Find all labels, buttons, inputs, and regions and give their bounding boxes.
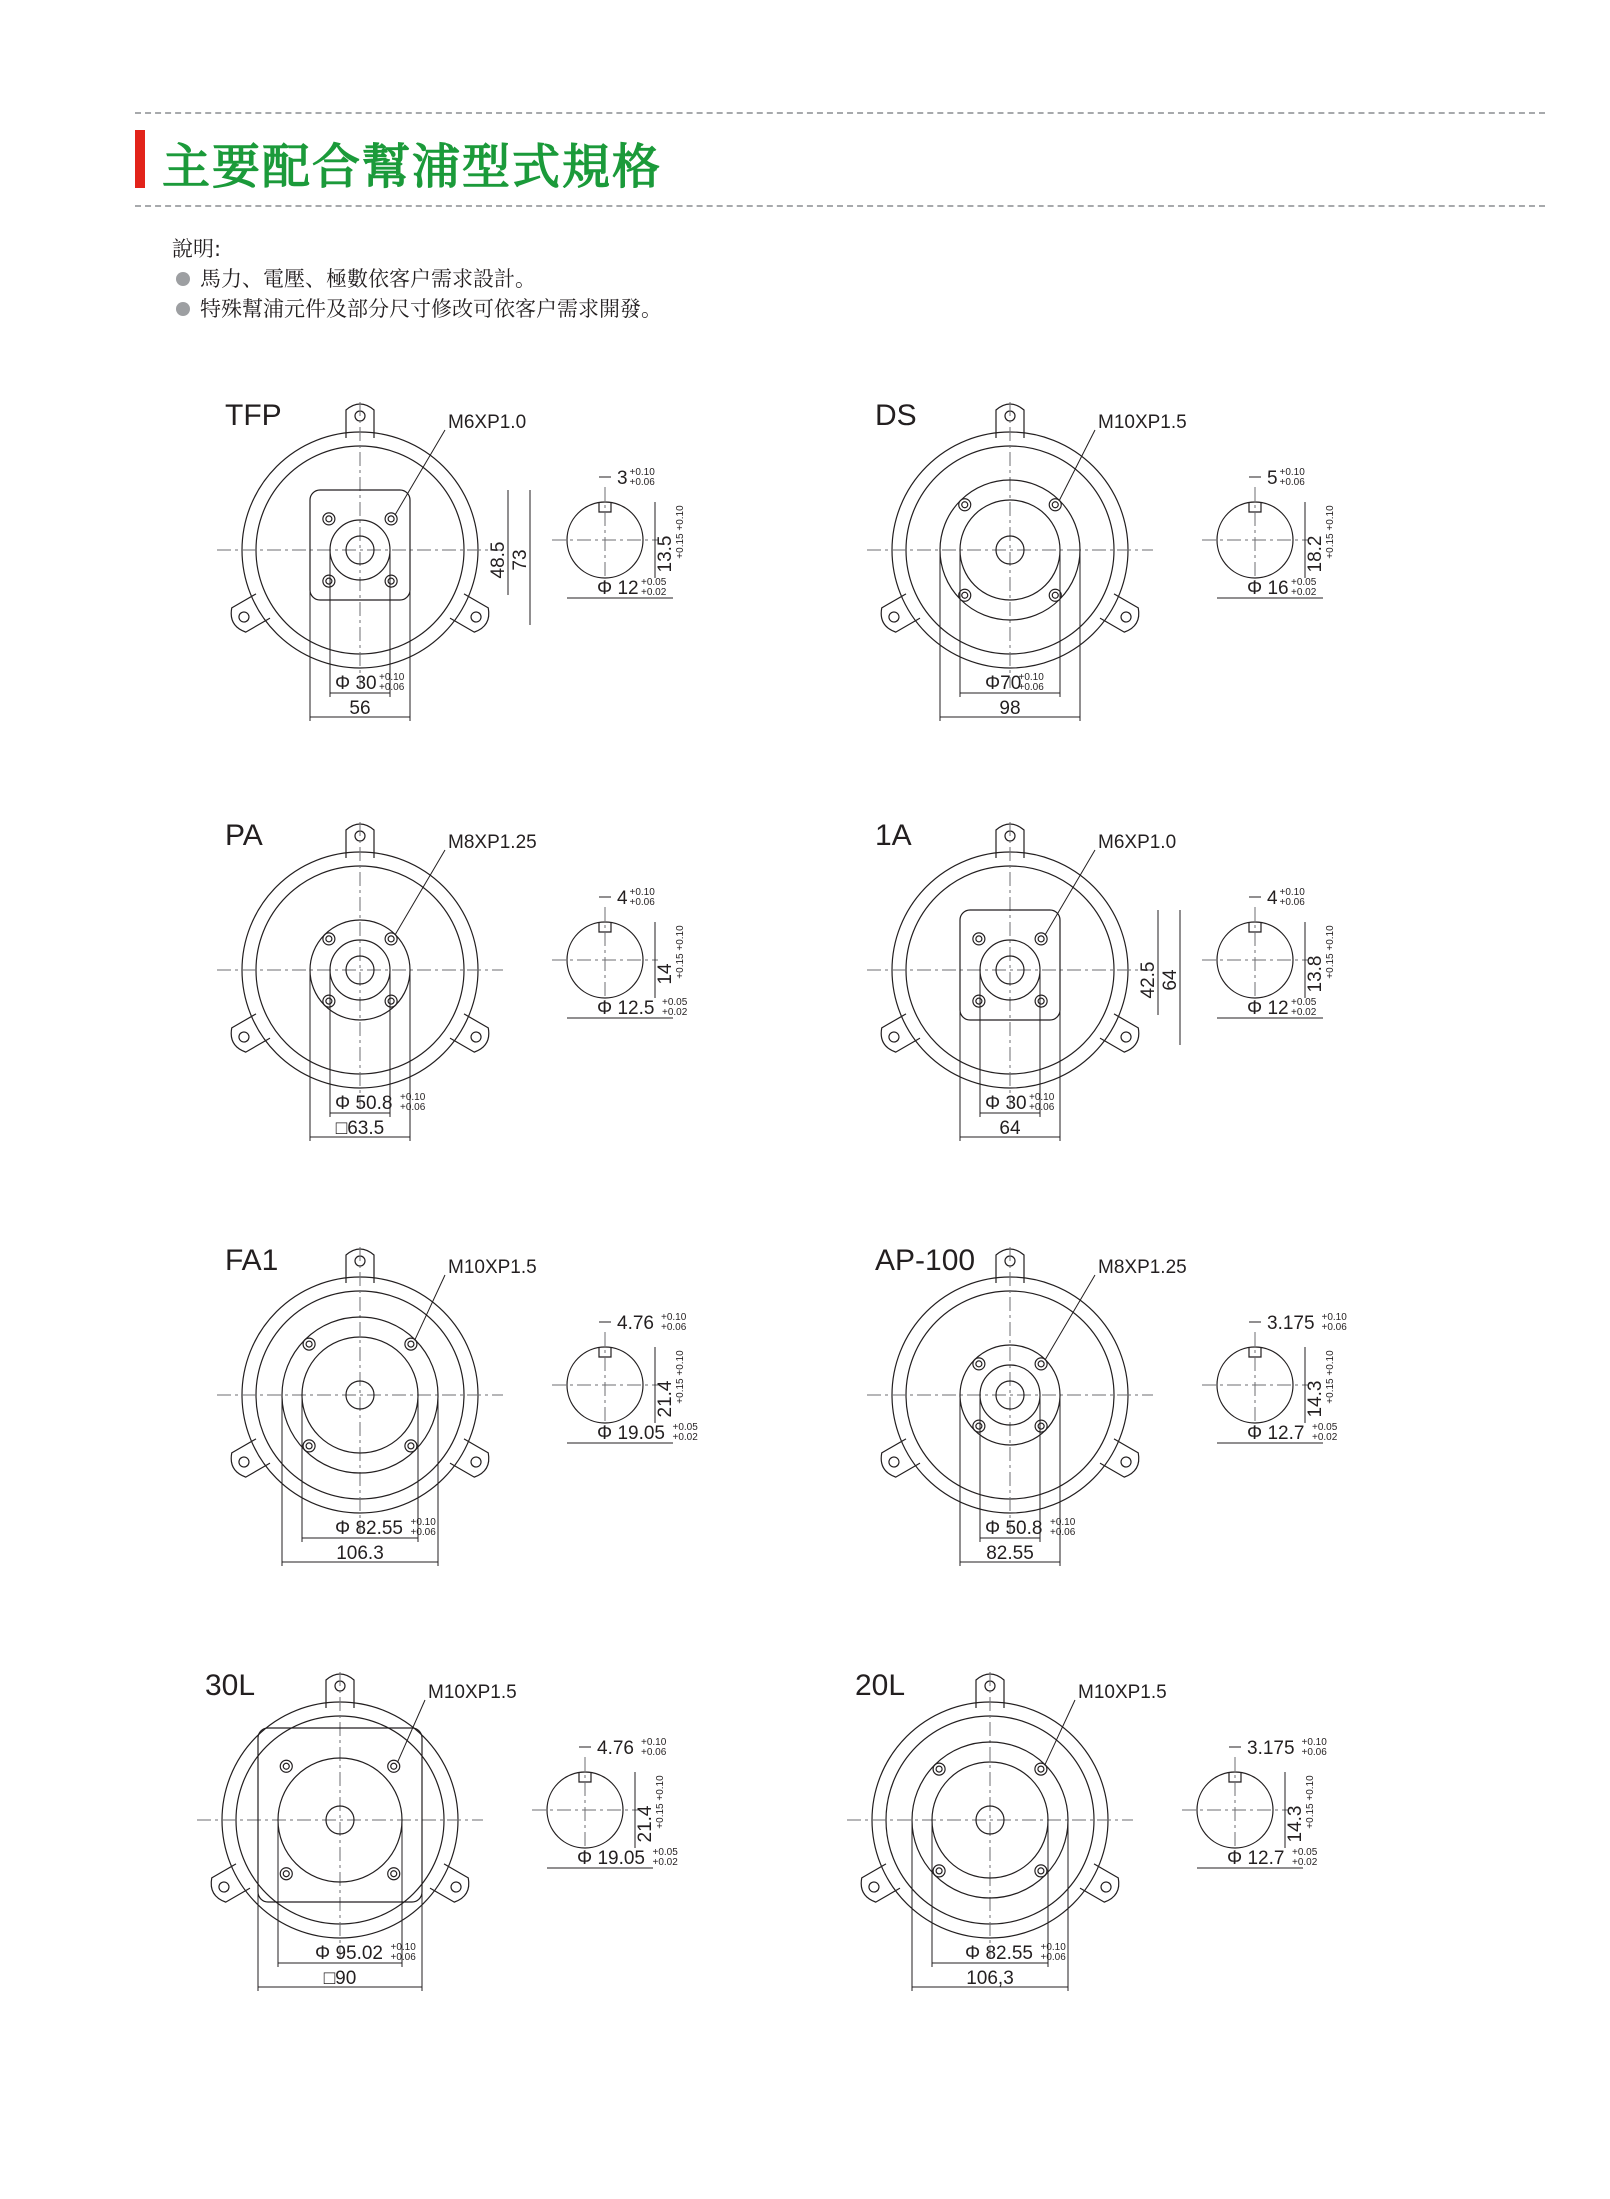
bolt-hole	[385, 575, 397, 587]
pilot-diameter-tol-upper: +0.10	[1040, 1942, 1066, 1953]
mounting-lug	[450, 1439, 493, 1480]
thread-spec: M10XP1.5	[448, 1257, 537, 1278]
bolt-hole-inner	[326, 578, 332, 584]
pilot-diameter-tol-upper: +0.10	[1018, 672, 1044, 683]
thread-spec: M6XP1.0	[1098, 832, 1177, 853]
key-height-tol: +0.15 +0.10	[675, 505, 686, 559]
mounting-lug	[227, 1014, 270, 1055]
mounting-lug	[1100, 1014, 1143, 1055]
flange-size: 82.55	[986, 1543, 1034, 1564]
lug-hole	[217, 1880, 231, 1894]
key-height-value: 13.8	[1305, 955, 1326, 993]
flange-size: 106,3	[966, 1968, 1014, 1989]
key-width-tol-upper: +0.10	[1321, 1312, 1347, 1323]
pilot-diameter-tol-upper: +0.10	[390, 1942, 416, 1953]
pilot-diameter-value: Φ70	[985, 673, 1022, 694]
drawing-l30	[190, 1660, 750, 2060]
key-width-tol-upper: +0.10	[1301, 1737, 1327, 1748]
drawing-label: PA	[225, 819, 263, 852]
bolt-hole	[973, 933, 985, 945]
bolt-hole-inner	[306, 1341, 312, 1347]
shaft-diameter-tol-upper: +0.05	[1312, 1422, 1338, 1433]
pilot-diameter-tol-upper: +0.10	[400, 1092, 426, 1103]
thread-leader	[397, 1700, 425, 1763]
shaft-diameter	[1247, 1422, 1338, 1444]
key-height-value: 13.5	[655, 535, 676, 573]
drawing-ds	[860, 390, 1420, 790]
lug-hole	[1119, 1455, 1133, 1469]
mounting-lug	[450, 1014, 493, 1055]
key-width	[617, 887, 655, 909]
key-width-tol-lower: +0.06	[1279, 897, 1305, 908]
pilot-diameter-tol-lower: +0.06	[1029, 1102, 1055, 1113]
key-width-value: 3	[617, 468, 628, 489]
mounting-lug	[227, 594, 270, 635]
bolt-hole	[303, 1440, 315, 1452]
pilot-diameter-tol-lower: +0.06	[390, 1952, 416, 1963]
bolt-hole	[1049, 589, 1061, 601]
thread-leader	[1045, 850, 1095, 935]
height-b-value: 73	[510, 549, 531, 571]
bolt-hole-inner	[326, 936, 332, 942]
key-width-value: 3.175	[1267, 1313, 1315, 1334]
bolt-hole-inner	[391, 1763, 397, 1769]
height-b-value: 64	[1160, 969, 1181, 991]
bolt-hole-inner	[283, 1871, 289, 1877]
mounting-lug	[450, 594, 493, 635]
flange-size: □63.5	[335, 1118, 385, 1139]
drawing-label: 1A	[875, 819, 912, 852]
key-width-tol-lower: +0.06	[629, 477, 655, 488]
pilot-diameter-tol-lower: +0.06	[410, 1527, 436, 1538]
pilot-diameter	[335, 1517, 436, 1539]
bolt-hole-inner	[388, 936, 394, 942]
pilot-diameter	[335, 672, 405, 694]
shaft-diameter-value: Φ 12.7	[1247, 1423, 1305, 1444]
key-width-tol-upper: +0.10	[1279, 467, 1305, 478]
notes-block	[172, 234, 662, 324]
top-dashed-rule	[135, 112, 1545, 114]
pilot-diameter-value: Φ 82.55	[335, 1518, 403, 1539]
thread-leader	[395, 850, 445, 935]
thread-leader	[1045, 1275, 1095, 1360]
lug-hole	[469, 1030, 483, 1044]
note-item	[172, 264, 662, 294]
note-text: 特殊幫浦元件及部分尺寸修改可依客户需求開發。	[200, 297, 662, 321]
bolt-hole-inner	[962, 502, 968, 508]
thread-leader	[395, 430, 445, 515]
mounting-lug	[1100, 1439, 1143, 1480]
key-width	[617, 467, 655, 489]
key-width-tol-lower: +0.06	[661, 1322, 687, 1333]
mounting-lug	[857, 1864, 900, 1905]
shaft-diameter-value: Φ 12	[597, 578, 639, 599]
key-height-tol: +0.15 +0.10	[675, 1350, 686, 1404]
key-width-value: 5	[1267, 468, 1278, 489]
thread-leader	[1059, 430, 1095, 501]
thread-spec: M8XP1.25	[1098, 1257, 1187, 1278]
shaft-diameter	[1227, 1847, 1318, 1869]
bolt-hole-inner	[1052, 592, 1058, 598]
key-height-value: 18.2	[1305, 535, 1326, 573]
bolt-hole	[973, 1420, 985, 1432]
lug-hole	[237, 610, 251, 624]
pilot-diameter	[985, 1092, 1055, 1114]
key-width-tol-upper: +0.10	[629, 467, 655, 478]
shaft-diameter-tol-lower: +0.02	[662, 1007, 688, 1018]
key-height-tol: +0.15 +0.10	[1305, 1775, 1316, 1829]
pilot-diameter-tol-lower: +0.06	[400, 1102, 426, 1113]
drawing-label: FA1	[225, 1244, 279, 1277]
bolt-hole-inner	[1038, 936, 1044, 942]
bolt-hole	[405, 1440, 417, 1452]
key-height-tol: +0.15 +0.10	[1325, 505, 1336, 559]
key-height-tol: +0.15 +0.10	[1325, 925, 1336, 979]
shaft-diameter-value: Φ 16	[1247, 578, 1289, 599]
bolt-hole	[959, 499, 971, 511]
bolt-hole-inner	[1038, 1868, 1044, 1874]
shaft-diameter	[597, 997, 688, 1019]
key-width-tol-lower: +0.06	[1301, 1747, 1327, 1758]
lug-hole	[887, 1030, 901, 1044]
pilot-diameter-tol-upper: +0.10	[379, 672, 405, 683]
key-width	[1267, 887, 1305, 909]
shaft-diameter-tol-upper: +0.05	[641, 577, 667, 588]
shaft-diameter	[597, 1422, 698, 1444]
bolt-hole-inner	[936, 1868, 942, 1874]
bolt-hole	[385, 995, 397, 1007]
lug-hole	[237, 1030, 251, 1044]
shaft-diameter-tol-upper: +0.05	[662, 997, 688, 1008]
bolt-hole-inner	[1038, 998, 1044, 1004]
lug-hole	[1099, 1880, 1113, 1894]
mounting-lug	[1080, 1864, 1123, 1905]
key-height-tol: +0.15 +0.10	[675, 925, 686, 979]
mounting-lug	[1100, 594, 1143, 635]
key-width-value: 4.76	[597, 1738, 634, 1759]
pilot-diameter	[315, 1942, 416, 1964]
bolt-hole-inner	[388, 578, 394, 584]
shaft-diameter-tol-lower: +0.02	[1312, 1432, 1338, 1443]
bolt-hole-inner	[976, 998, 982, 1004]
mounting-lug	[227, 1439, 270, 1480]
drawing-fa1	[210, 1235, 770, 1635]
key-height-value: 21.4	[655, 1380, 676, 1418]
key-width	[1267, 1312, 1347, 1334]
bolt-hole	[280, 1760, 292, 1772]
bolt-hole-inner	[1038, 1766, 1044, 1772]
bolt-hole	[1035, 995, 1047, 1007]
bolt-hole-inner	[408, 1443, 414, 1449]
bolt-hole-inner	[388, 516, 394, 522]
shaft-diameter-tol-lower: +0.02	[641, 587, 667, 598]
page-title: 主要配合幫浦型式規格	[162, 139, 663, 195]
shaft-diameter-value: Φ 19.05	[597, 1423, 665, 1444]
bullet-icon	[176, 272, 190, 286]
key-width-tol-upper: +0.10	[661, 1312, 687, 1323]
key-width-tol-upper: +0.10	[629, 887, 655, 898]
key-width-value: 4	[1267, 888, 1278, 909]
pilot-diameter-value: Φ 50.8	[335, 1093, 393, 1114]
shaft-diameter-tol-lower: +0.02	[672, 1432, 698, 1443]
bolt-hole-inner	[326, 516, 332, 522]
bolt-hole	[280, 1868, 292, 1880]
shaft-diameter	[1247, 997, 1317, 1019]
pilot-diameter-value: Φ 30	[335, 673, 377, 694]
bolt-hole	[1035, 1865, 1047, 1877]
key-width	[1247, 1737, 1327, 1759]
key-height-value: 14.3	[1305, 1380, 1326, 1418]
pilot-diameter	[965, 1942, 1066, 1964]
bolt-hole	[933, 1763, 945, 1775]
flange-size: □90	[323, 1968, 357, 1989]
thread-spec: M10XP1.5	[428, 1682, 517, 1703]
notes-heading: 說明:	[172, 237, 222, 261]
key-width	[617, 1312, 687, 1334]
shaft-diameter-tol-lower: +0.02	[1292, 1857, 1318, 1868]
key-width	[1267, 467, 1305, 489]
mounting-lug	[207, 1864, 250, 1905]
drawing-ap100	[860, 1235, 1420, 1635]
bolt-hole-inner	[306, 1443, 312, 1449]
mounting-lug	[430, 1864, 473, 1905]
lug-hole	[1119, 1030, 1133, 1044]
bolt-hole-inner	[1038, 1423, 1044, 1429]
drawing-label: TFP	[225, 399, 282, 432]
pilot-diameter-tol-upper: +0.10	[1050, 1517, 1076, 1528]
bolt-hole-inner	[408, 1341, 414, 1347]
bottom-dashed-rule	[135, 205, 1545, 207]
drawing-label: DS	[875, 399, 917, 432]
pilot-diameter	[335, 1092, 426, 1114]
key-height-value: 14.3	[1285, 1805, 1306, 1843]
shaft-diameter-value: Φ 19.05	[577, 1848, 645, 1869]
bolt-hole-inner	[962, 592, 968, 598]
lug-hole	[449, 1880, 463, 1894]
key-height-value: 21.4	[635, 1805, 656, 1843]
key-height-tol: +0.15 +0.10	[655, 1775, 666, 1829]
pilot-diameter-tol-lower: +0.06	[1040, 1952, 1066, 1963]
shaft-diameter-tol-upper: +0.05	[652, 1847, 678, 1858]
drawing-a1	[860, 810, 1420, 1210]
pilot-diameter	[985, 672, 1044, 694]
bolt-hole	[323, 995, 335, 1007]
bolt-hole-inner	[391, 1871, 397, 1877]
bolt-hole-inner	[976, 1361, 982, 1367]
bolt-hole	[303, 1338, 315, 1350]
drawing-label: 30L	[205, 1669, 256, 1702]
thread-spec: M6XP1.0	[448, 412, 527, 433]
bolt-hole	[323, 513, 335, 525]
bolt-hole-inner	[388, 998, 394, 1004]
pilot-diameter-tol-lower: +0.06	[379, 682, 405, 693]
shaft-diameter-tol-lower: +0.02	[1291, 587, 1317, 598]
note-item	[172, 294, 662, 324]
thread-leader	[415, 1275, 445, 1340]
shaft-diameter-value: Φ 12.5	[597, 998, 655, 1019]
bolt-hole-inner	[1038, 1361, 1044, 1367]
note-text: 馬力、電壓、極數依客户需求設計。	[200, 267, 536, 291]
thread-spec: M10XP1.5	[1078, 1682, 1167, 1703]
lug-hole	[887, 610, 901, 624]
bolt-hole	[973, 1358, 985, 1370]
key-width-tol-upper: +0.10	[641, 1737, 667, 1748]
key-width-value: 3.175	[1247, 1738, 1295, 1759]
pilot-diameter-value: Φ 82.55	[965, 1943, 1033, 1964]
bolt-hole	[388, 1868, 400, 1880]
pilot-diameter-tol-upper: +0.10	[1029, 1092, 1055, 1103]
bolt-hole-inner	[283, 1763, 289, 1769]
shaft-diameter-tol-upper: +0.05	[1291, 577, 1317, 588]
drawing-l20	[840, 1660, 1400, 2060]
shaft-diameter-tol-lower: +0.02	[652, 1857, 678, 1868]
flange-size: 56	[349, 698, 371, 719]
shaft-diameter-tol-upper: +0.05	[672, 1422, 698, 1433]
pilot-diameter-tol-lower: +0.06	[1018, 682, 1044, 693]
mounting-lug	[877, 1439, 920, 1480]
key-width-value: 4	[617, 888, 628, 909]
bolt-hole	[323, 933, 335, 945]
pilot-diameter-value: Φ 30	[985, 1093, 1027, 1114]
lug-hole	[867, 1880, 881, 1894]
key-width	[597, 1737, 667, 1759]
title-accent-bar	[135, 130, 145, 188]
lug-hole	[887, 1455, 901, 1469]
lug-hole	[1119, 610, 1133, 624]
drawing-tfp	[210, 390, 770, 790]
height-a-value: 42.5	[1138, 961, 1159, 999]
flange-size: 106.3	[336, 1543, 384, 1564]
bolt-hole	[973, 995, 985, 1007]
thread-leader	[1045, 1700, 1075, 1765]
drawing-label: AP-100	[875, 1244, 976, 1277]
pilot-diameter-tol-upper: +0.10	[410, 1517, 436, 1528]
pilot-diameter-value: Φ 50.8	[985, 1518, 1043, 1539]
thread-spec: M8XP1.25	[448, 832, 537, 853]
key-width-tol-lower: +0.06	[629, 897, 655, 908]
shaft-diameter-tol-upper: +0.05	[1292, 1847, 1318, 1858]
shaft-diameter-tol-lower: +0.02	[1291, 1007, 1317, 1018]
drawing-pa	[210, 810, 770, 1210]
bolt-hole-inner	[936, 1766, 942, 1772]
pilot-diameter-tol-lower: +0.06	[1050, 1527, 1076, 1538]
bolt-hole-inner	[976, 1423, 982, 1429]
flange-size: 64	[999, 1118, 1021, 1139]
flange-size: 98	[999, 698, 1021, 719]
key-width-value: 4.76	[617, 1313, 654, 1334]
bolt-hole-inner	[976, 936, 982, 942]
bolt-hole	[323, 575, 335, 587]
key-width-tol-upper: +0.10	[1279, 887, 1305, 898]
lug-hole	[469, 1455, 483, 1469]
mounting-lug	[877, 1014, 920, 1055]
thread-spec: M10XP1.5	[1098, 412, 1187, 433]
bolt-hole-inner	[1052, 502, 1058, 508]
key-width-tol-lower: +0.06	[641, 1747, 667, 1758]
mounting-lug	[877, 594, 920, 635]
shaft-diameter-value: Φ 12.7	[1227, 1848, 1285, 1869]
lug-hole	[469, 610, 483, 624]
key-height-tol: +0.15 +0.10	[1325, 1350, 1336, 1404]
shaft-diameter	[597, 577, 667, 599]
height-a-value: 48.5	[488, 541, 509, 579]
shaft-diameter	[1247, 577, 1317, 599]
bolt-hole	[1035, 1420, 1047, 1432]
bolt-hole-inner	[326, 998, 332, 1004]
bolt-hole	[933, 1865, 945, 1877]
shaft-diameter-tol-upper: +0.05	[1291, 997, 1317, 1008]
lug-hole	[237, 1455, 251, 1469]
shaft-diameter	[577, 1847, 678, 1869]
bullet-icon	[176, 302, 190, 316]
pilot-diameter-value: Φ 95.02	[315, 1943, 383, 1964]
pilot-diameter	[985, 1517, 1076, 1539]
drawing-label: 20L	[855, 1669, 906, 1702]
bolt-hole	[959, 589, 971, 601]
shaft-diameter-value: Φ 12	[1247, 998, 1289, 1019]
key-width-tol-lower: +0.06	[1321, 1322, 1347, 1333]
key-width-tol-lower: +0.06	[1279, 477, 1305, 488]
key-height-value: 14	[655, 963, 676, 985]
